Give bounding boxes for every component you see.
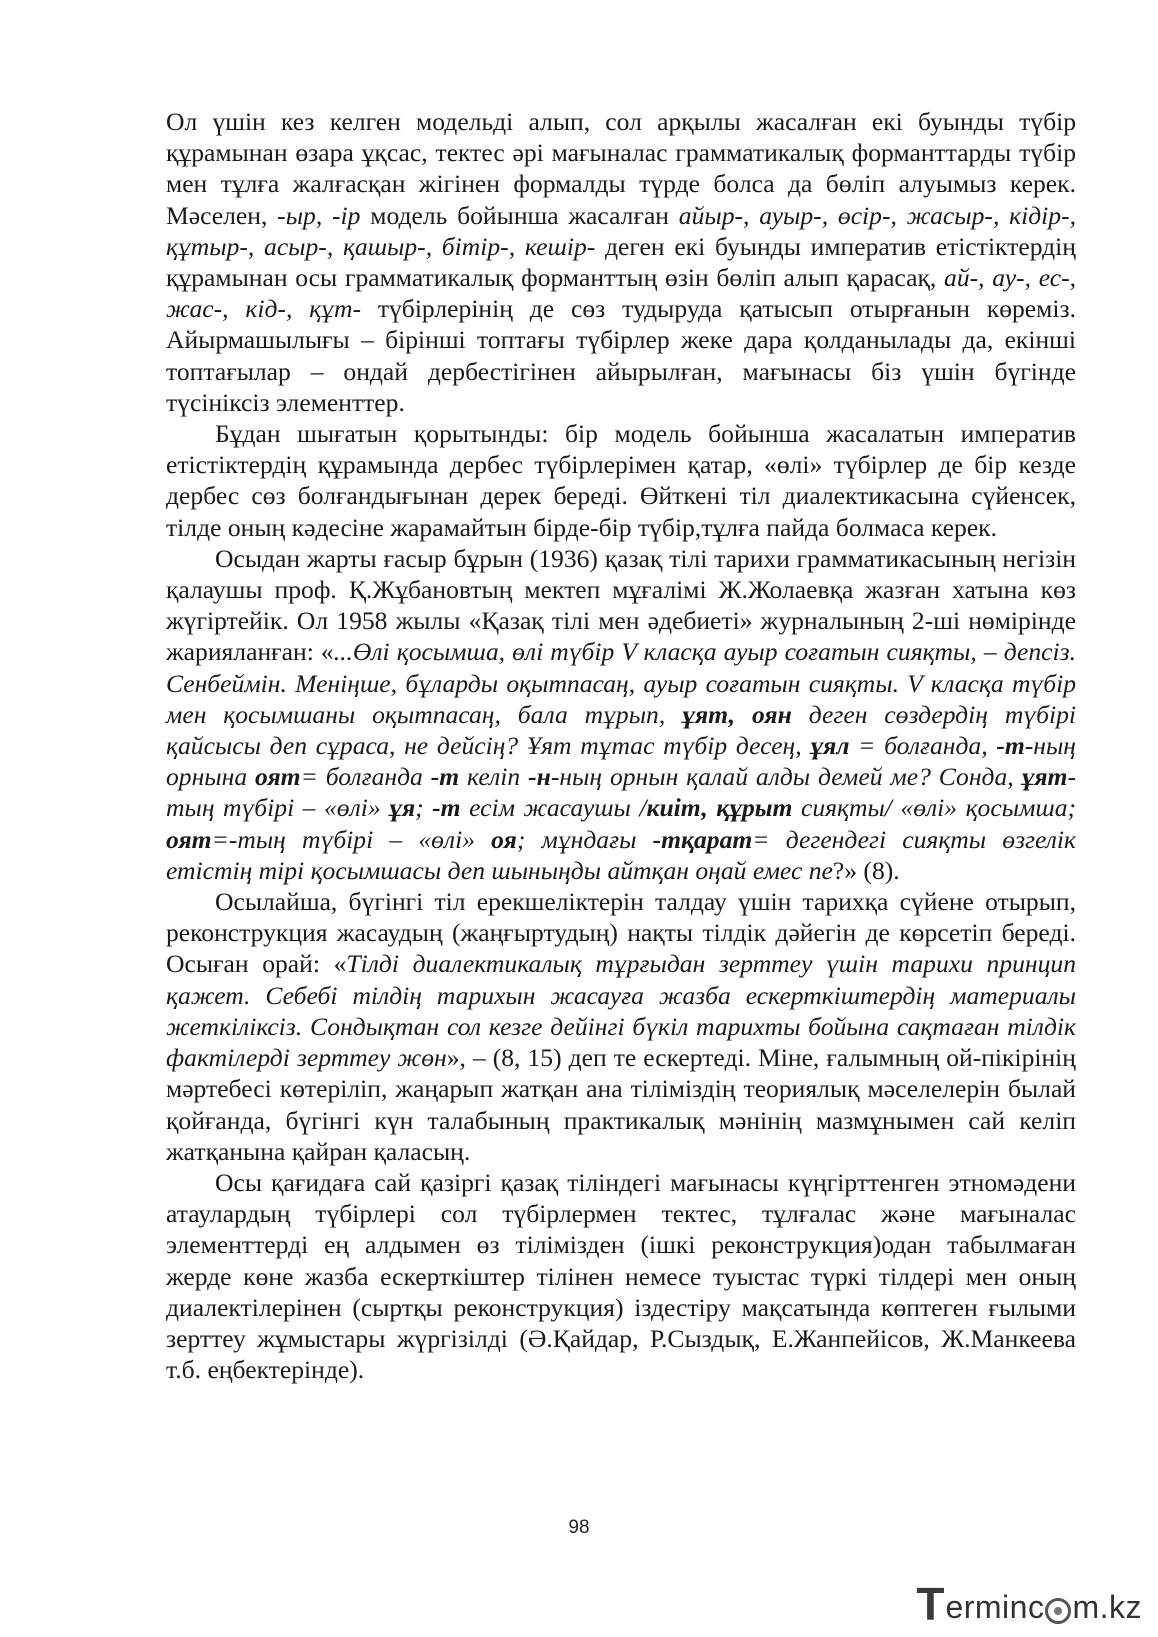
- italic-text: ай-, ау-, ес-, жас-, кід-, құт-: [166, 263, 1076, 324]
- bold-italic-text: [810, 731, 849, 760]
- bold-italic-text: [255, 762, 301, 791]
- text-run: модель бойынша жасалған: [360, 200, 679, 230]
- bold-italic-run: ұя: [389, 793, 416, 823]
- text-run: », – (8, 15) деп те ескертеді. Міне, ғалымның ой-пікірінің мәртебесі көтеріліп, жаңарып жатқан ана тіліміздің теориялық мәселелерін былай қойғанда, бүгінгі күн талабының практикалық мәнінің мазмұнымен сай келіп жатқанына қайран қаласың.: [166, 1043, 1076, 1166]
- logo-text-start: erminc: [945, 1589, 1045, 1625]
- bold-italic-run: -н: [528, 762, 551, 792]
- italic-text: -ның орнына: [166, 731, 1076, 792]
- bold-italic-text: [528, 762, 551, 791]
- page-number: 98: [568, 1517, 590, 1538]
- bold-italic-text: [1022, 762, 1068, 791]
- termincom-logo: [916, 1578, 1142, 1630]
- text-run: Ол үшін кез келген модельді алып, сол арқылы жасалған екі буынды түбір құрамынан өзара ұқсас, тектес әрі мағыналас грамматикалық форманттарды түбір мен тұлға жалғасқан жігінен формалды түрде болса да бөліп алуымыз керек. Мәселен,: [166, 107, 1076, 230]
- paragraph: [166, 106, 1076, 418]
- text-run: Осы қағидаға сай қазіргі қазақ тіліндегі мағынасы күңгірттенген этномәдени атаулардың түбірлері сол түбірлермен тектес, тұлғалас және мағыналас элементтерді ең алдымен өз тілімізден (ішкі реконструкция)одан табылмаған жерде көне жазба ескерткіштер тілінен немесе туыстас түркі тілдері мен оның диалектілерінен (сыртқы реконструкция) іздестіру мақсатында көптеген ғылыми зерттеу жұмыстары жүргізілді (Ә.Қайдар, Р.Сыздық, Е.Жанпейісов, Ж.Манкеева т.б. еңбектерінде).: [166, 1167, 1076, 1385]
- bold-italic-text: [996, 731, 1024, 760]
- bold-italic-run: оят: [166, 824, 212, 854]
- italic-text: = болғанда: [300, 762, 431, 792]
- logo-text-end: m.kz: [1072, 1589, 1142, 1625]
- italic-text: -тың түбірі – «өлі»: [166, 762, 1076, 823]
- bold-italic-text: [432, 793, 460, 822]
- bold-italic-run: ұят, оян: [682, 699, 792, 729]
- bold-italic-run: ұят: [1021, 762, 1068, 792]
- text-run: Бұдан шығатын қорытынды: бір модель бойынша жасалатын императив етістіктердің құрамында дербес түбірлерімен қатар, «өлі» түбірлер де бір кезде дербес сөз болғандығынан дерек береді. Өйткені тіл диалектикасына сүйенсек, тілде оның кәдесіне жарамайтын бірде-бір түбір,тұлға пайда болмаса керек.: [166, 419, 1076, 542]
- italic-text: -ның орнын қалай алды демей ме? Сонда,: [550, 762, 1022, 792]
- bold-italic-run: -т: [996, 731, 1025, 761]
- bold-italic-text: [389, 793, 415, 822]
- bold-italic-text: [653, 825, 753, 854]
- bold-italic-run: -т: [430, 762, 460, 792]
- bold-italic-run: киіт, құрыт: [646, 793, 793, 823]
- paragraph: [166, 1167, 1076, 1385]
- bold-italic-run: оят: [255, 762, 301, 792]
- logo-letter-t: T: [916, 1578, 945, 1630]
- italic-text: есім жасаушы /: [460, 793, 647, 823]
- paragraph: [166, 543, 1076, 886]
- bold-italic-run: оя: [491, 824, 517, 854]
- italic-text: = болғанда,: [849, 731, 997, 761]
- page-body: [166, 106, 1076, 1385]
- paragraph: [166, 418, 1076, 543]
- bold-italic-text: [431, 762, 459, 791]
- paragraph: [166, 886, 1076, 1167]
- italic-text: = дегендегі сияқты өзгелік етістің тірі қосымшасы деп шыныңды айтқан оңай емес пе: [166, 824, 1076, 885]
- bold-italic-run: ұял: [810, 731, 850, 761]
- text-run: Осылайша, бүгінгі тіл ерекшеліктерін талдау үшін тарихқа сүйене отырып, реконструкция жасаудың (жаңғыртудың) нақты тілдік дәйегін де көрсетіп береді. Осыған орай: «: [166, 887, 1076, 979]
- italic-text: ; мұндағы: [516, 824, 653, 854]
- italic-text: сияқты/ «өлі» қосымша;: [792, 793, 1077, 823]
- italic-text: Тілді диалектикалық тұрғыдан зерттеу үшін тарихи принцип қажет. Себебі тілдің тарихын жасауға жазба ескерткіштердің материалы жеткіліксіз. Сондықтан сол кезге дейінгі бүкіл тарихты бойына сақтаған тілдік фактілерді зерттеу жөн: [166, 949, 1076, 1073]
- bold-italic-run: -тқарат: [652, 824, 753, 854]
- italic-text: деген сөздердің түбірі қайсысы деп сұраса, не дейсің? Ұят тұтас түбір десең,: [166, 699, 1076, 761]
- text-run: түбірлерінің де сөз тудыруда қатысып отырғанын көреміз. Айырмашылығы – бірінші топтағы түбірлер жеке дара қолданылады да, екінші топтағылар – ондай дербестігінен айырылған, мағынасы біз үшін бүгінде түсініксіз элементтер.: [166, 294, 1076, 417]
- italic-text: айыр-, ауыр-, өсір-, жасыр-, кідір-, құтыр-, асыр-, қашыр-, бітір-, кешір-: [166, 200, 1076, 261]
- italic-text: ...Өлі қосымша, өлі түбір V класқа ауыр соғатын сияқты, – депсіз. Сенбеймін. Меніңше, бұларды оқытпасаң, ауыр соғатын сияқты. V класқа түбір мен қосымшаны оқытпасаң, бала тұрып,: [166, 637, 1077, 729]
- text-run: ?» (8).: [832, 855, 900, 885]
- logo-circle-icon: [1045, 1598, 1071, 1624]
- bold-italic-text: [166, 825, 212, 854]
- bold-italic-text: [646, 793, 792, 822]
- text-run: деген екі буынды императив етістіктердің құрамынан осы грамматикалық форманттың өзін бөліп алып қарасақ,: [166, 231, 1076, 293]
- italic-text: -ыр, -ір: [277, 200, 361, 230]
- text-run: Осыдан жарты ғасыр бұрын (1936) қазақ тілі тарихи грамматикасының негізін қалаушы проф. Қ.Жұбановтың мектеп мұғалімі Ж.Жолаевқа жазған хатына көз жүгіртейік. Ол 1958 жылы «Қазақ тілі мен әдебиеті» журналының 2-ші нөмірінде жарияланған: «: [166, 543, 1076, 667]
- bold-italic-run: -т: [432, 793, 461, 823]
- bold-italic-text: [491, 825, 517, 854]
- italic-text: келіп: [459, 762, 529, 792]
- bold-italic-text: [682, 700, 792, 729]
- italic-text: =-тың түбірі – «өлі»: [211, 824, 492, 854]
- italic-text: ;: [415, 793, 433, 823]
